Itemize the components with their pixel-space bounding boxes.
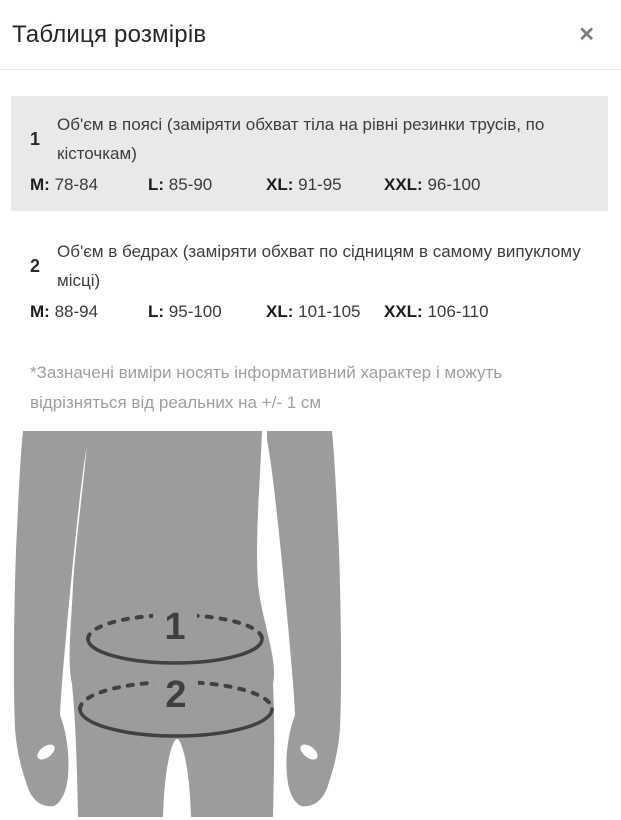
sizes-row [30, 175, 600, 195]
ring-label-2: 2 [165, 674, 187, 716]
sizes-row [30, 302, 600, 322]
size-label: L: [148, 302, 165, 321]
section-number: 2 [30, 255, 41, 276]
size-cell-xl [266, 175, 384, 195]
size-cell-xxl [384, 302, 489, 322]
size-value: 85-90 [168, 175, 213, 194]
male-body-measurement-diagram [10, 430, 345, 820]
size-value: 96-100 [427, 175, 481, 194]
description-row [30, 237, 600, 295]
disclaimer-note: *Зазначені виміри носять інформативний характер і можуть відрізняться від реальних на +/- 1 см [30, 363, 503, 412]
size-value: 91-95 [298, 175, 342, 194]
size-value: 106-110 [427, 302, 489, 321]
size-cell-l [148, 175, 266, 195]
size-label: XXL: [384, 302, 423, 321]
size-cell-xl [266, 302, 384, 322]
size-value: 101-105 [298, 302, 361, 321]
size-cell-m [30, 175, 148, 195]
size-section-waist [11, 96, 608, 211]
size-value: 78-84 [54, 175, 99, 194]
close-icon[interactable]: ✕ [574, 21, 599, 49]
modal-header [0, 0, 621, 70]
section-description: Об'єм в поясі (заміряти обхват тіла на рівні резинки трусів, по кісточкам) [57, 115, 545, 163]
size-label: M: [30, 302, 50, 321]
size-cell-xxl [384, 175, 480, 195]
description-row [30, 110, 600, 168]
size-cell-m [30, 302, 148, 322]
size-value: 88-94 [54, 302, 99, 321]
section-number: 1 [30, 128, 41, 149]
size-section-hips [11, 223, 608, 338]
ring-label-1: 1 [164, 606, 186, 648]
size-label: XL: [266, 302, 294, 321]
body-figure-svg [10, 430, 345, 820]
page-title: Таблиця розмірів [12, 20, 207, 48]
section-description: Об'єм в бедрах (заміряти обхват по сідницям в самому випуклому місці) [57, 242, 581, 290]
size-label: XXL: [384, 175, 423, 194]
size-label: L: [148, 175, 165, 194]
size-label: M: [30, 175, 50, 194]
size-cell-l [148, 302, 266, 322]
size-value: 95-100 [168, 302, 222, 321]
size-label: XL: [266, 175, 294, 194]
